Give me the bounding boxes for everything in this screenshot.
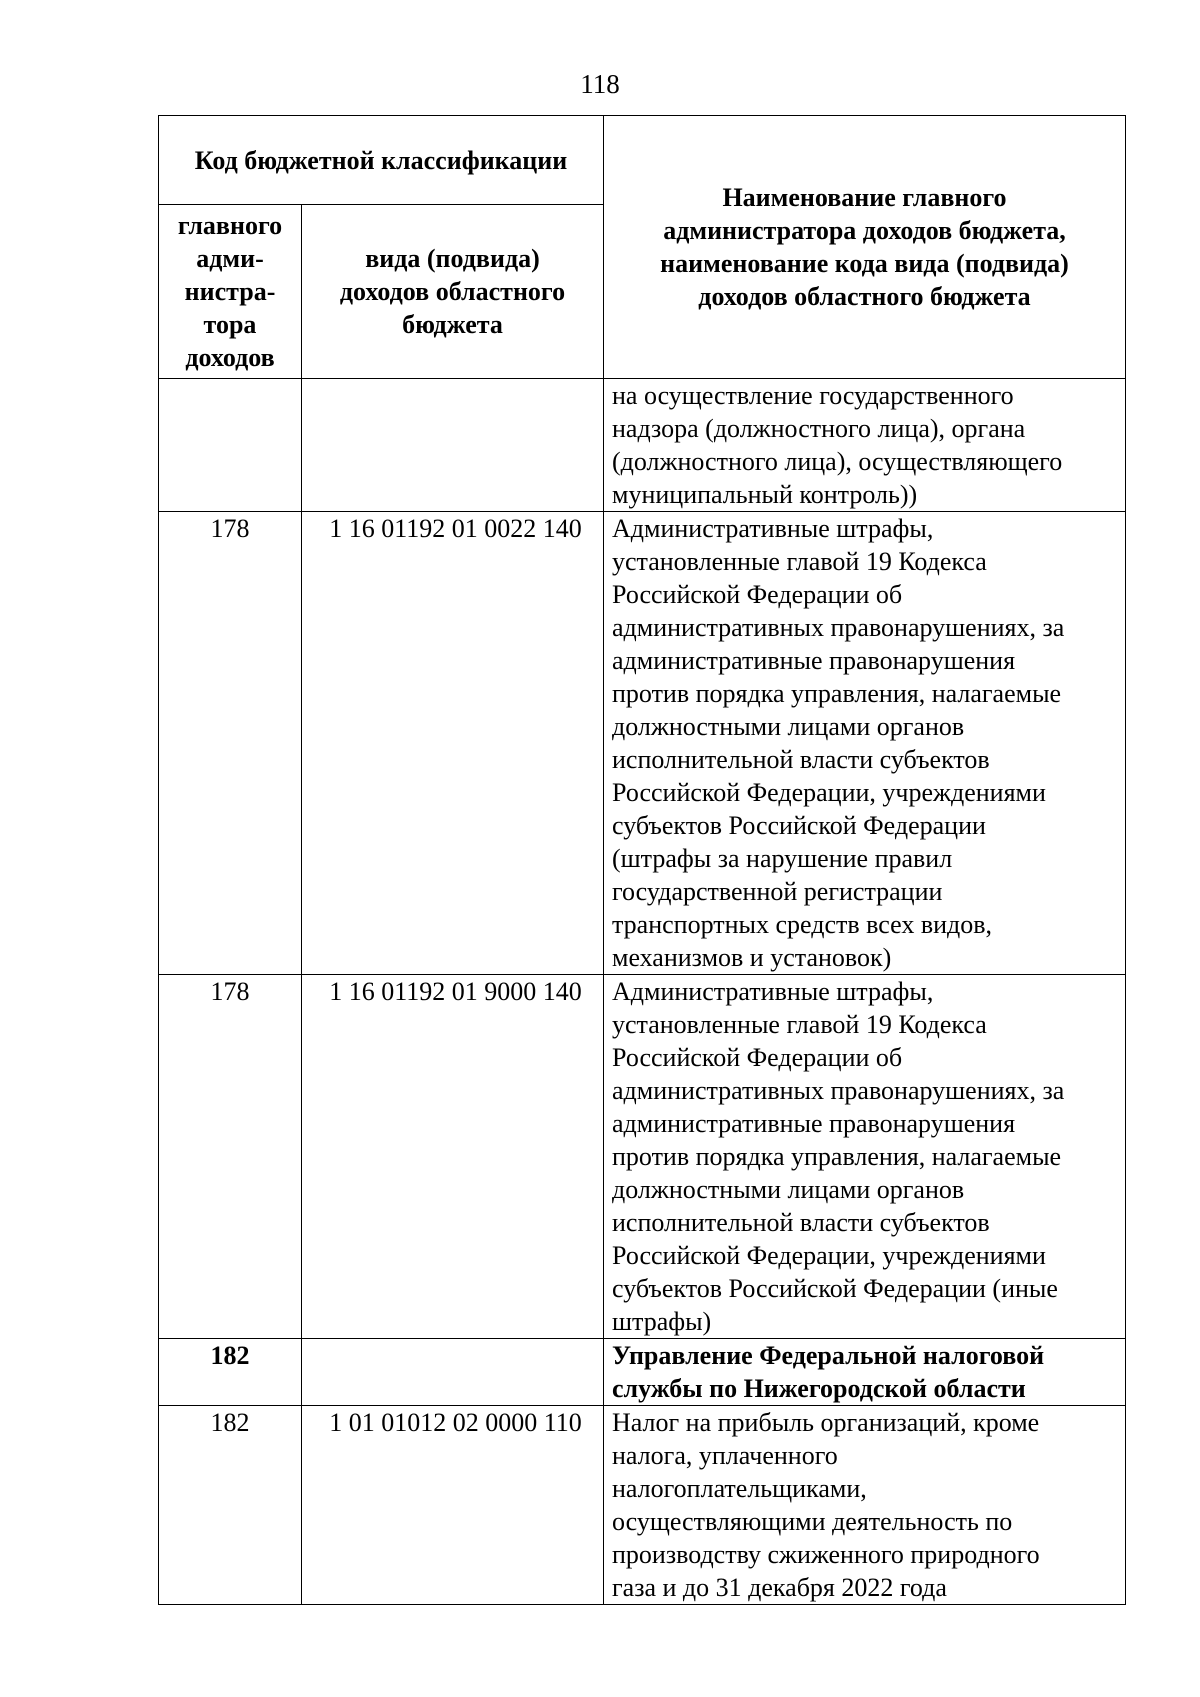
income-name-cell: на осуществление государственного надзора (должностного лица), органа (должностного лица), осуществляющего муниципальный контроль)) bbox=[604, 379, 1126, 512]
page-number: 118 bbox=[580, 69, 620, 99]
table-row bbox=[159, 379, 1126, 512]
income-code-cell: 1 01 01012 02 0000 110 bbox=[302, 1406, 604, 1605]
table-header bbox=[159, 116, 1126, 379]
admin-code-cell: 182 bbox=[159, 1339, 302, 1406]
budget-classification-table bbox=[158, 115, 1126, 1605]
header-main-administrator: главного адми- нистра- тора доходов bbox=[159, 205, 302, 379]
administrator-name-cell: Управление Федеральной налоговой службы по Нижегородской области bbox=[604, 1339, 1126, 1406]
income-code-cell bbox=[302, 1339, 604, 1406]
income-name-cell: Административные штрафы, установленные главой 19 Кодекса Российской Федерации об административных правонарушениях, за административные правонарушения против порядка управления, налагаемые должностными лицами органов исполнительной власти субъектов Российской Федерации, учреждениями субъектов Российской Федерации (штрафы за нарушение правил государственной регистрации транспортных средств всех видов, механизмов и установок) bbox=[604, 512, 1126, 975]
income-name-cell: Налог на прибыль организаций, кроме налога, уплаченного налогоплательщиками, осуществляющими деятельность по производству сжиженного природного газа и до 31 декабря 2022 года bbox=[604, 1406, 1126, 1605]
income-code-cell: 1 16 01192 01 0022 140 bbox=[302, 512, 604, 975]
header-income-type-code: вида (подвида) доходов областного бюджета bbox=[302, 205, 604, 379]
admin-code-cell: 182 bbox=[159, 1406, 302, 1605]
income-code-cell bbox=[302, 379, 604, 512]
header-administrator-name: Наименование главного администратора доходов бюджета, наименование кода вида (подвида) доходов областного бюджета bbox=[604, 116, 1126, 379]
table-row-administrator bbox=[159, 1339, 1126, 1406]
table-row bbox=[159, 1406, 1126, 1605]
table-row bbox=[159, 975, 1126, 1339]
income-code-cell: 1 16 01192 01 9000 140 bbox=[302, 975, 604, 1339]
income-name-cell: Административные штрафы, установленные главой 19 Кодекса Российской Федерации об административных правонарушениях, за административные правонарушения против порядка управления, налагаемые должностными лицами органов исполнительной власти субъектов Российской Федерации, учреждениями субъектов Российской Федерации (иные штрафы) bbox=[604, 975, 1126, 1339]
header-budget-classification-code: Код бюджетной классификации bbox=[159, 116, 604, 205]
admin-code-cell bbox=[159, 379, 302, 512]
table-row bbox=[159, 512, 1126, 975]
admin-code-cell: 178 bbox=[159, 975, 302, 1339]
admin-code-cell: 178 bbox=[159, 512, 302, 975]
